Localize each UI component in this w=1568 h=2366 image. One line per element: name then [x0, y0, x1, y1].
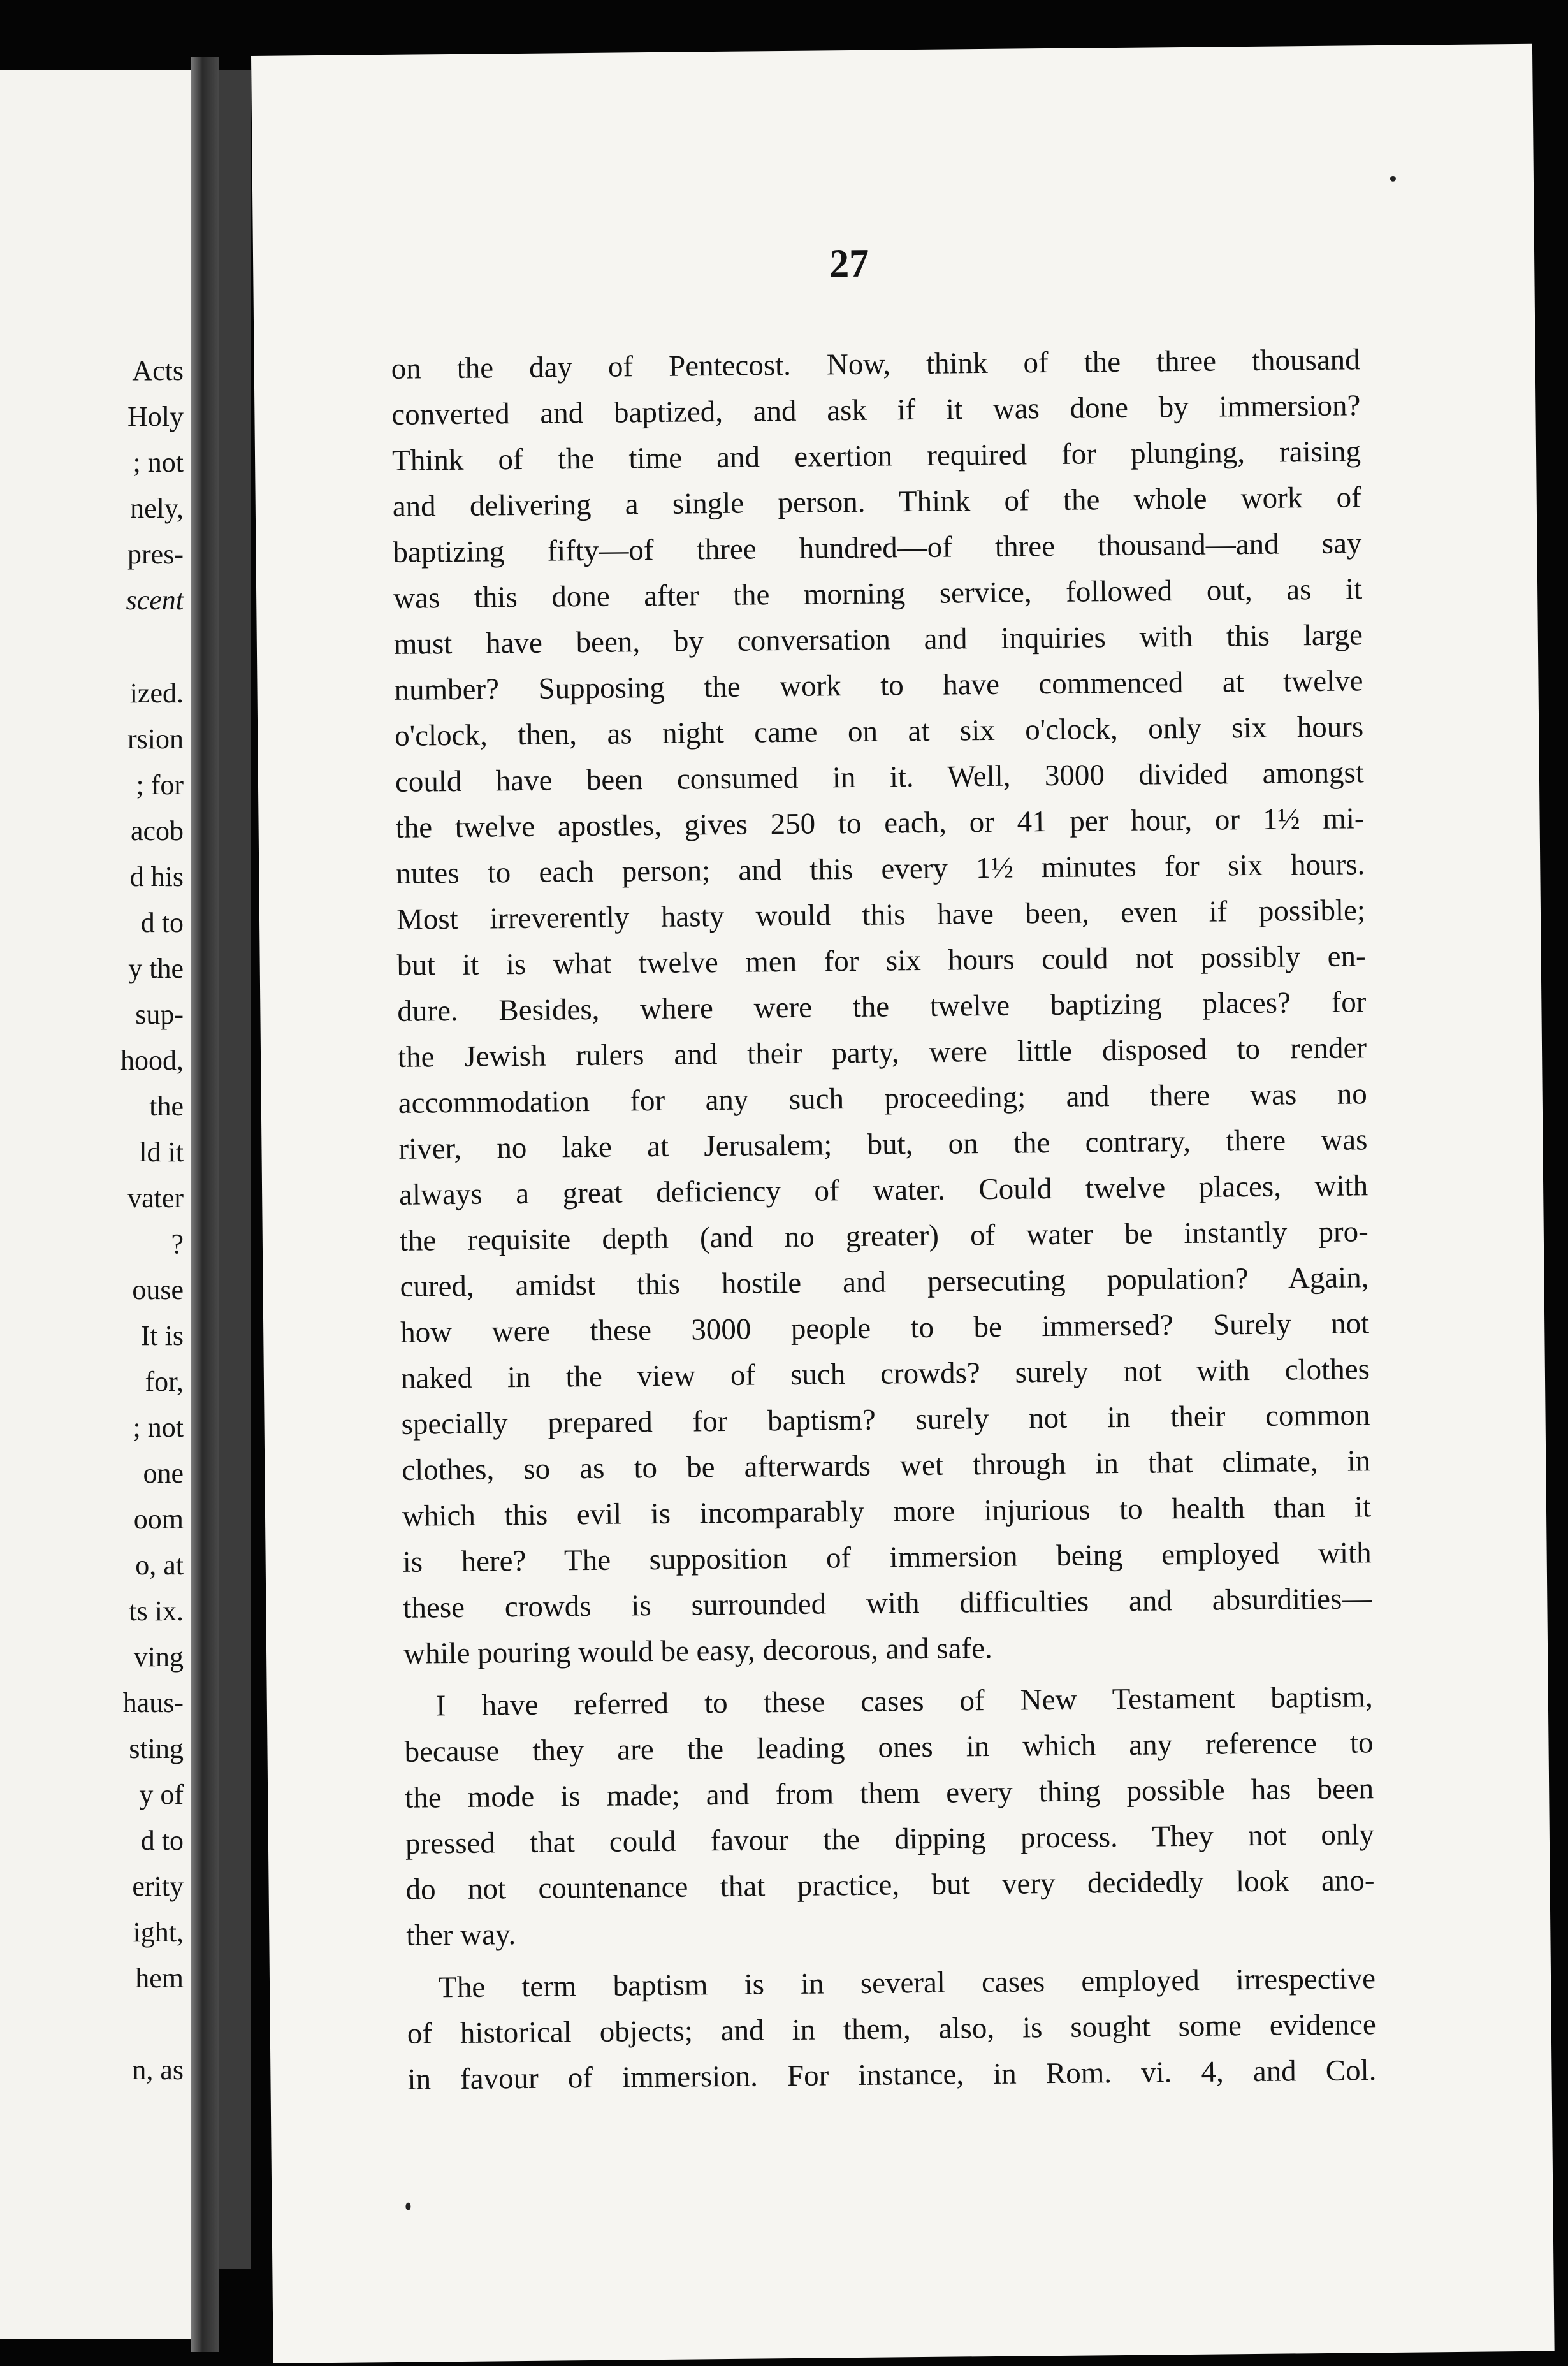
left-line: pres-	[127, 539, 184, 570]
text-line: how were these 3000 people to be immersed? Surely not	[400, 1307, 1370, 1349]
text-line: the requisite depth (and no greater) of water be instantly pro-	[399, 1215, 1369, 1258]
page-gutter-shadow	[191, 57, 219, 2352]
text-line: naked in the view of such crowds? surely not with clothes	[400, 1353, 1370, 1395]
left-line: hood,	[120, 1045, 184, 1076]
text-line: but it is what twelve men for six hours could not possibly en-	[396, 940, 1366, 982]
left-line: hem	[135, 1963, 184, 1994]
left-line: y the	[128, 953, 184, 984]
left-line: d his	[129, 861, 184, 892]
left-line: sup-	[135, 999, 184, 1030]
left-line: Holy	[127, 401, 184, 432]
text-line: number? Supposing the work to have commenced at twelve	[394, 664, 1363, 707]
text-line: converted and baptized, and ask if it was done by immersion?	[391, 389, 1361, 432]
left-line: ; for	[136, 769, 184, 801]
text-line: dure. Besides, where were the twelve baptizing places? for	[397, 985, 1367, 1028]
text-line: in favour of immersion. For instance, in Rom. vi. 4, and Col.	[407, 2054, 1377, 2096]
text-line: the mode is made; and from them every thing possible has been	[404, 1772, 1374, 1815]
left-line: ouse	[132, 1274, 184, 1305]
left-line: erity	[132, 1871, 184, 1902]
left-line: for,	[145, 1366, 184, 1397]
left-line: n, as	[132, 2054, 184, 2086]
text-line: pressed that could favour the dipping process. They not only	[405, 1818, 1375, 1861]
text-line: clothes, so as to be afterwards wet through in that climate, in	[402, 1444, 1371, 1487]
book-binding-edge	[219, 70, 251, 2269]
text-line: because they are the leading ones in which any reference to	[404, 1726, 1374, 1769]
left-line: ight,	[133, 1917, 184, 1948]
left-line: d to	[140, 1825, 184, 1856]
left-line: ving	[133, 1641, 184, 1673]
left-line: ld it	[139, 1136, 184, 1168]
left-line: It is	[140, 1320, 184, 1351]
left-line: y of	[139, 1779, 184, 1810]
left-line: vater	[127, 1182, 184, 1214]
left-line: ized.	[129, 678, 184, 709]
text-line: I have referred to these cases of New Testament baptism,	[435, 1680, 1374, 1723]
left-line: o, at	[135, 1550, 184, 1581]
text-line: the Jewish rulers and their party, were little disposed to render	[397, 1031, 1367, 1074]
text-line: is here? The supposition of immersion being employed with	[402, 1536, 1372, 1579]
left-line: ts ix.	[129, 1595, 184, 1627]
text-line: cured, amidst this hostile and persecuting population? Again,	[400, 1261, 1369, 1303]
text-line: these crowds is surrounded with difficulties and absurdities—	[403, 1582, 1372, 1625]
text-line: o'clock, then, as night came on at six o'clock, only six hours	[395, 710, 1364, 753]
left-line: nely,	[130, 493, 184, 524]
left-line: ; not	[133, 447, 184, 478]
left-line: rsion	[127, 723, 184, 755]
page-number: 27	[829, 242, 869, 286]
text-line: the twelve apostles, gives 250 to each, or 41 per hour, or 1½ mi-	[395, 802, 1365, 845]
speck-mark	[405, 2203, 410, 2210]
left-line: acob	[130, 815, 184, 846]
text-line: of historical objects; and in them, also, is sought some evidence	[407, 2008, 1376, 2050]
left-line: the	[149, 1091, 184, 1122]
text-line: while pouring would be easy, decorous, and safe.	[403, 1631, 992, 1671]
text-line: accommodation for any such proceeding; and there was no	[398, 1077, 1367, 1120]
text-line: specially prepared for baptism? surely not in their common	[401, 1398, 1370, 1441]
text-line: always a great deficiency of water. Could twelve places, with	[398, 1169, 1368, 1212]
left-line: ?	[171, 1228, 184, 1259]
text-line: on the day of Pentecost. Now, think of the three thousand	[391, 343, 1360, 386]
left-line: ; not	[133, 1412, 184, 1443]
text-line: baptizing fifty—of three hundred—of three thousand—and say	[393, 526, 1362, 569]
left-line: scent	[126, 584, 184, 616]
text-line: do not countenance that practice, but very decidedly look ano-	[405, 1864, 1375, 1906]
text-line: and delivering a single person. Think of the whole work of	[392, 481, 1361, 523]
text-line: river, no lake at Jerusalem; but, on the contrary, there was	[398, 1123, 1368, 1166]
speck-mark	[1390, 176, 1396, 182]
left-line: d to	[140, 907, 184, 938]
text-line: Most irreverently hasty would this have been, even if possible;	[396, 894, 1366, 936]
text-line: must have been, by conversation and inquiries with this large	[393, 618, 1363, 661]
text-line: could have been consumed in it. Well, 3000 divided amongst	[395, 756, 1365, 799]
left-line: haus-	[122, 1687, 184, 1718]
text-line: Think of the time and exertion required for plunging, raising	[391, 435, 1361, 477]
text-line: which this evil is incomparably more injurious to health than it	[402, 1490, 1372, 1533]
text-line: was this done after the morning service, followed out, as it	[393, 572, 1363, 615]
left-page-fragment	[0, 70, 191, 2339]
left-line: Acts	[132, 355, 184, 386]
left-line: one	[143, 1458, 184, 1489]
left-line: sting	[129, 1733, 184, 1764]
text-line: nutes to each person; and this every 1½ minutes for six hours.	[396, 848, 1365, 890]
right-page	[251, 44, 1555, 2363]
text-line: The term baptism is in several cases employed irrespective	[438, 1962, 1376, 2005]
left-line: oom	[133, 1504, 184, 1535]
text-line: ther way.	[406, 1918, 516, 1952]
